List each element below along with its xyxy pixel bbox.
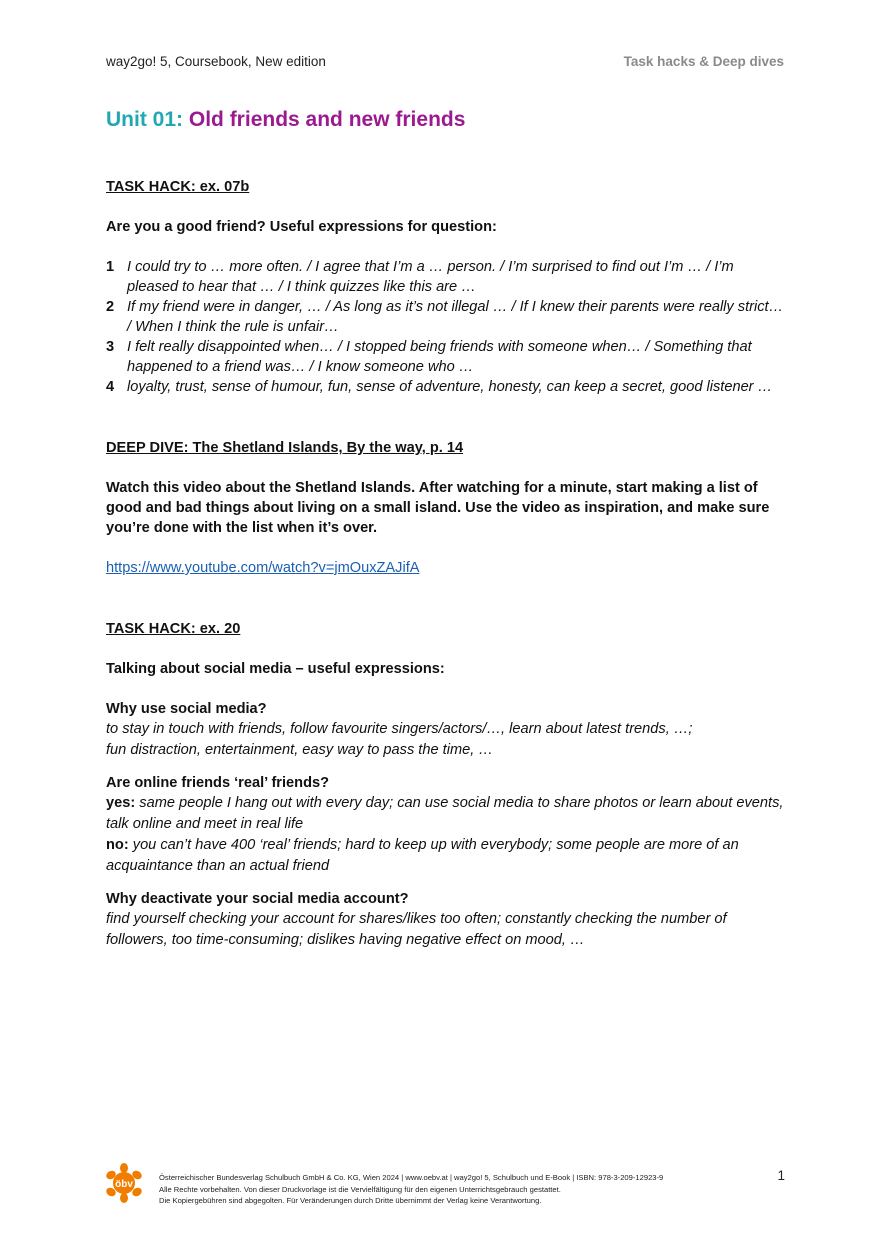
answer-no — [106, 835, 786, 877]
footer-line-3: Die Kopiergebühren sind abgegolten. Für Veränderungen durch Dritte übernimmt der Verlag keine Verantwortung. — [159, 1196, 542, 1205]
unit-name: Old friends and new friends — [188, 108, 466, 131]
page-number: 1 — [777, 1168, 785, 1183]
no-text: you can’t have 400 ‘real’ friends; hard to keep up with everybody; some people are more of an acquaintance than an actual friend — [106, 837, 739, 874]
footer-line-2: Alle Rechte vorbehalten. Von dieser Druckvorlage ist die Vervielfältigung für den eigenen Unterrichtsgebrauch gestattet. — [159, 1184, 561, 1194]
oebv-logo-icon — [104, 1163, 144, 1203]
unit-label: Unit 01: — [106, 108, 184, 131]
header-book-title: way2go! 5, Coursebook, New edition — [106, 54, 326, 69]
footer-line-1: Österreichischer Bundesverlag Schulbuch GmbH & Co. KG, Wien 2024 | www.oebv.at | way2go! 5, Schulbuch und E-Book | ISBN: 978-3-209-12923-9 — [159, 1173, 664, 1182]
expression-list — [106, 257, 786, 397]
social-media-intro: Talking about social media – useful expressions: — [106, 661, 445, 677]
deep-dive-instruction: Watch this video about the Shetland Islands. After watching for a minute, start making a list of good and bad things about living on a small island. Use the video as inspiration, and make sure you’re done with the list when it’s over. — [106, 480, 770, 536]
list-text: I felt really disappointed when… / I stopped being friends with someone when… / Something that happened to a friend was… / I know someone who … — [127, 339, 752, 375]
list-item — [106, 257, 786, 297]
list-number: 4 — [106, 379, 115, 395]
section-heading-deep-dive: DEEP DIVE: The Shetland Islands, By the way, p. 14 — [106, 440, 464, 456]
answer-deactivate: find yourself checking your account for shares/likes too often; constantly checking the number of followers, too time-consuming; dislikes having negative effect on mood, … — [106, 911, 727, 948]
section-question: Are you a good friend? Useful expressions for question: — [106, 219, 497, 235]
section-heading-task-hack-07b: TASK HACK: ex. 07b — [106, 179, 250, 195]
yes-label: yes: — [106, 795, 136, 811]
list-number: 1 — [106, 259, 115, 275]
video-link[interactable]: https://www.youtube.com/watch?v=jmOuxZAJifA — [106, 560, 420, 576]
list-item — [106, 337, 786, 377]
question-deactivate: Why deactivate your social media account? — [106, 891, 409, 907]
answer-why-use-line1: to stay in touch with friends, follow favourite singers/actors/…, learn about latest trends, …; — [106, 721, 693, 737]
page-title — [106, 108, 465, 132]
list-item — [106, 377, 786, 397]
yes-text: same people I hang out with every day; can use social media to share photos or learn about events, talk online and meet in real life — [106, 795, 784, 832]
list-number: 2 — [106, 299, 115, 315]
answer-yes — [106, 793, 786, 835]
main-content — [106, 177, 786, 951]
question-why-use: Why use social media? — [106, 701, 267, 717]
no-label: no: — [106, 837, 129, 853]
list-text: I could try to … more often. / I agree that I’m a … person. / I’m surprised to find out I’m … / I’m pleased to hear that … / I think quizzes like this are … — [127, 259, 734, 295]
question-online-friends: Are online friends ‘real’ friends? — [106, 775, 330, 791]
footer-legal — [159, 1172, 759, 1207]
answer-why-use-line2: fun distraction, entertainment, easy way to pass the time, … — [106, 742, 493, 758]
list-text: If my friend were in danger, … / As long as it’s not illegal … / If I knew their parents were really strict… / When I think the rule is unfair… — [127, 299, 784, 335]
list-number: 3 — [106, 339, 115, 355]
list-item — [106, 297, 786, 337]
header-section-title: Task hacks & Deep dives — [623, 54, 784, 69]
list-text: loyalty, trust, sense of humour, fun, sense of adventure, honesty, can keep a secret, good listener … — [127, 379, 773, 395]
section-heading-task-hack-20: TASK HACK: ex. 20 — [106, 621, 241, 637]
logo-text: öbv — [115, 1179, 133, 1190]
